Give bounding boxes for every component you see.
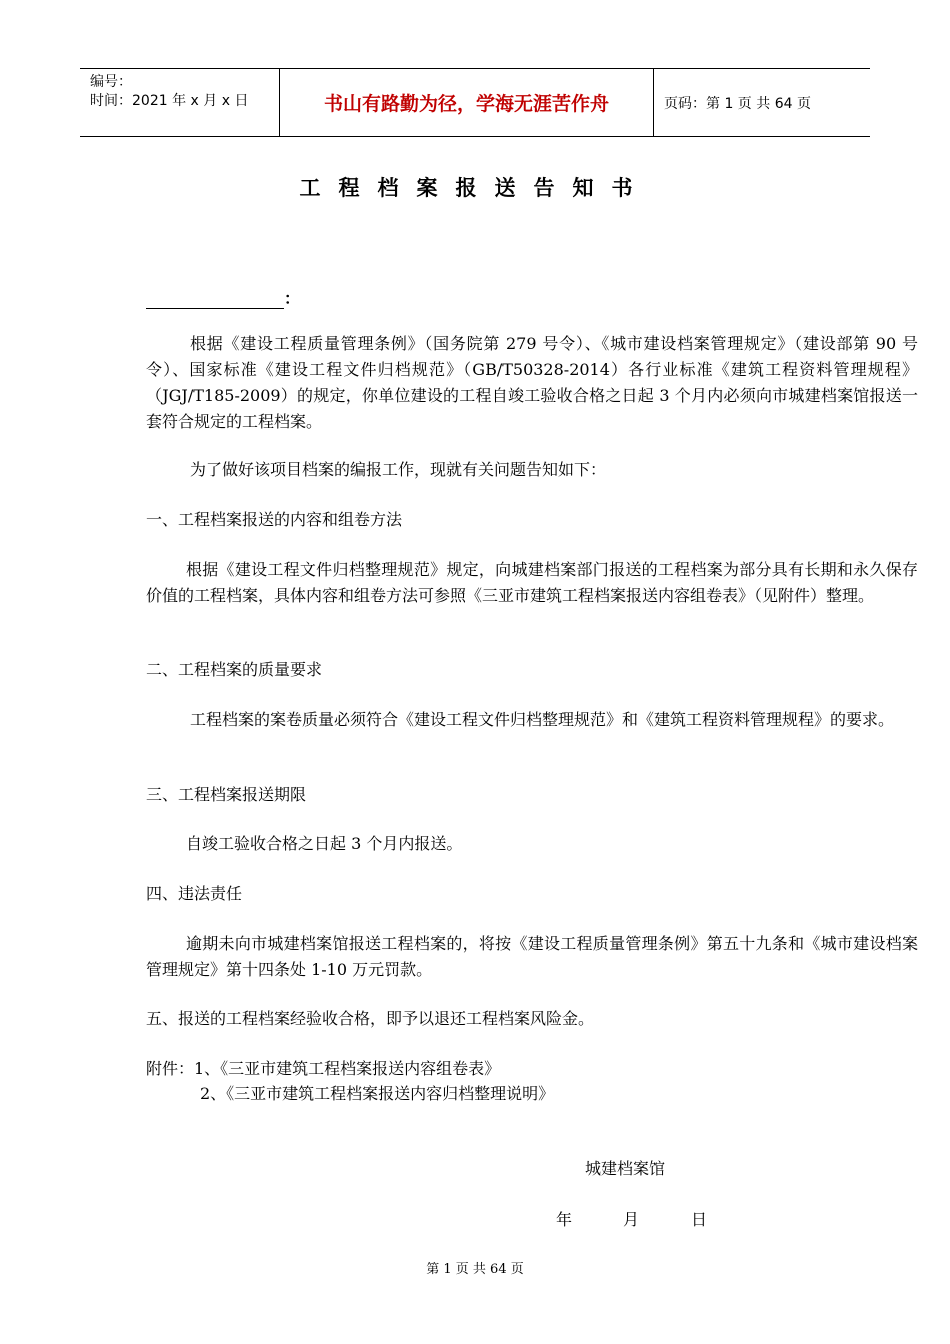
attachment-2: 2、《三亚市建筑工程档案报送内容归档整理说明》 [200, 1084, 555, 1103]
document-header [80, 68, 870, 137]
section-1-heading: 一、工程档案报送的内容和组卷方法 [146, 510, 403, 529]
date-year: 年 [556, 1210, 573, 1229]
paragraph-intro: 根据《建设工程质量管理条例》（国务院第 279 号令）、《城市建设档案管理规定》（建设部第 90 号令）、国家标准《建设工程文件归档规范》（GB/T50328-2014）各行业标准《建筑工程资料管理规程》（JGJ/T185-2009）的规定，你单位建设的工程自竣工验收合格之日起 3 个月内必须向市城建档案馆报送一套符合规定的工程档案。 [146, 334, 918, 431]
header-motto: 书山有路勤为径，学海无涯苦作舟 [280, 69, 654, 136]
header-meta [80, 69, 280, 136]
page-footer: 第 1 页 共 64 页 [426, 1262, 524, 1277]
section-4-heading: 四、违法责任 [146, 884, 243, 903]
section-5: 五、报送的工程档案经验收合格，即予以退还工程档案风险金。 [146, 1009, 595, 1028]
section-4-body: 逾期未向市城建档案馆报送工程档案的，将按《建设工程质量管理条例》第五十九条和《城市建设档案管理规定》第十四条处 1-10 万元罚款。 [146, 934, 918, 979]
recipient-blank [146, 290, 284, 309]
signature-org: 城建档案馆 [585, 1159, 666, 1178]
date-day: 日 [691, 1210, 708, 1229]
section-3-heading: 三、工程档案报送期限 [146, 785, 307, 804]
section-2-heading: 二、工程档案的质量要求 [146, 660, 323, 679]
recipient-line [146, 286, 300, 309]
date-month: 月 [623, 1210, 640, 1229]
recipient-colon: ： [284, 289, 301, 308]
attachment-1: 附件：1、《三亚市建筑工程档案报送内容组卷表》 [146, 1059, 501, 1078]
time-label: 时间：2021 年 x 月 x 日 [90, 93, 249, 109]
section-2-body: 工程档案的案卷质量必须符合《建设工程文件归档整理规范》和《建筑工程资料管理规程》的要求。 [190, 710, 895, 729]
section-1-body: 根据《建设工程文件归档整理规范》规定，向城建档案部门报送的工程档案为部分具有长期和永久保存价值的工程档案，具体内容和组卷方法可参照《三亚市建筑工程档案报送内容组卷表》（见附件）整理。 [146, 560, 918, 605]
number-label: 编号： [90, 74, 132, 90]
section-3-body: 自竣工验收合格之日起 3 个月内报送。 [186, 834, 463, 853]
document-title: 工程档案报送告知书 [299, 176, 651, 200]
paragraph-notice: 为了做好该项目档案的编报工作，现就有关问题告知如下： [190, 460, 607, 479]
header-page-info: 页码：第 1 页 共 64 页 [664, 95, 811, 112]
